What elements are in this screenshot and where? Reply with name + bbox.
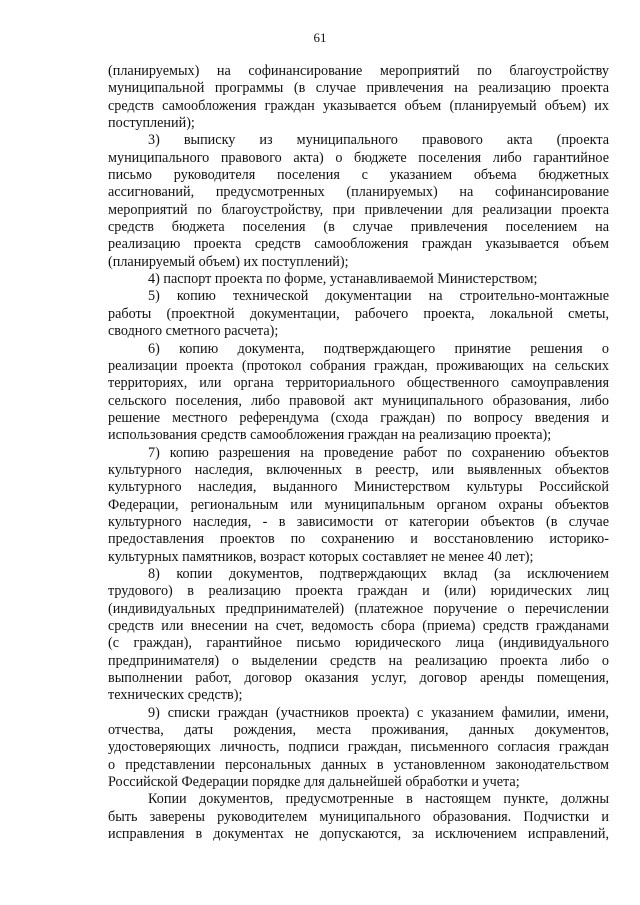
text-line: поступлений); bbox=[108, 115, 195, 132]
text-line: ассигнований, предусмотренных (планируемых) на софинансирование bbox=[108, 184, 609, 201]
text-line: культурного наследия, включенных в реестр, или выявленных объектов bbox=[108, 461, 609, 478]
paragraph bbox=[108, 791, 609, 843]
text-line: средств бюджета поселения (в случае привлечения поселением на bbox=[108, 219, 609, 236]
text-line: сельского поселения, либо правовой акт муниципального образования, либо bbox=[108, 392, 609, 409]
text-line: о представлении персональных данных в установленном законодательством bbox=[108, 756, 609, 773]
text-line: Российской Федерации порядке для дальнейшей обработки и учета; bbox=[108, 774, 520, 791]
text-line: 4) паспорт проекта по форме, устанавливаемой Министерством; bbox=[148, 271, 538, 288]
text-line: технических средств); bbox=[108, 687, 243, 704]
text-line: работы (проектной документации, рабочего проекта, локальной сметы, bbox=[108, 305, 609, 322]
text-line: отчества, даты рождения, места проживания, данных документов, bbox=[108, 722, 609, 739]
text-line: (планируемых) на софинансирование мероприятий по благоустройству bbox=[108, 63, 609, 79]
text-line: письмо руководителя поселения с указанием объема бюджетных bbox=[108, 167, 609, 184]
paragraph bbox=[108, 445, 609, 566]
text-line: мероприятий по благоустройству, при привлечении для реализации проекта bbox=[108, 201, 609, 218]
paragraph bbox=[108, 63, 609, 132]
page-number: 61 bbox=[313, 30, 327, 45]
text-line: 9) списки граждан (участников проекта) с указанием фамилии, имени, bbox=[148, 704, 609, 721]
text-line: 6) копию документа, подтверждающего принятие решения о bbox=[148, 340, 609, 357]
text-line: культурного наследия, - в зависимости от категории объектов (в случае bbox=[108, 513, 609, 530]
text-line: 5) копию технической документации на строительно-монтажные bbox=[148, 288, 609, 305]
text-line: 3) выписку из муниципального правового акта (проекта bbox=[148, 132, 609, 149]
text-line: культурного наследия, выданного Министерством культуры Российской bbox=[108, 479, 609, 496]
text-line: использования средств самообложения граждан на реализацию проекта); bbox=[108, 427, 552, 444]
text-line: исправления в документах не допускаются, за исключением исправлений, bbox=[108, 826, 609, 843]
text-line: трудового) в реализацию проекта граждан и (или) юридических лиц bbox=[108, 583, 609, 600]
paragraph bbox=[108, 566, 609, 705]
text-line: реализации проекта (протокол собрания граждан, проживающих на сельских bbox=[108, 357, 609, 374]
paragraph bbox=[108, 341, 609, 445]
paragraph bbox=[108, 132, 609, 271]
paragraph bbox=[108, 705, 609, 792]
text-line: предпринимателя) о выделении средств на реализацию проекта либо о bbox=[108, 652, 609, 669]
text-line: муниципального правового акта) о бюджете поселения либо гарантийное bbox=[108, 149, 609, 166]
text-line: решение местного референдума (схода граждан) по вопросу введения и bbox=[108, 409, 609, 426]
text-line: 7) копию разрешения на проведение работ по сохранению объектов bbox=[148, 444, 609, 461]
text-line: муниципальной программы (в случае привлечения на реализацию проекта bbox=[108, 80, 609, 97]
text-line: выполнении работ, договор оказания услуг, договор аренды помещения, bbox=[108, 670, 609, 687]
paragraph bbox=[108, 288, 609, 340]
text-line: (индивидуальных предпринимателей) (платежное поручение о перечислении bbox=[108, 600, 609, 617]
text-line: (планируемый объем) их поступлений); bbox=[108, 253, 349, 270]
text-line: предоставления проектов по сохранению и восстановлению историко- bbox=[108, 531, 609, 548]
text-line: Копии документов, предусмотренные в настоящем пункте, должны bbox=[148, 791, 609, 808]
document-body bbox=[108, 63, 609, 843]
text-line: сводного сметного расчета); bbox=[108, 323, 279, 340]
text-line: (с граждан), гарантийное письмо юридического лица (индивидуального bbox=[108, 635, 609, 652]
paragraph bbox=[108, 271, 609, 288]
text-line: территориях, или органа территориального общественного самоуправления bbox=[108, 375, 609, 392]
text-line: быть заверены руководителем муниципального образования. Подчистки и bbox=[108, 808, 609, 825]
text-line: реализацию проекта средств самообложения граждан указывается объем bbox=[108, 236, 609, 253]
text-line: 8) копии документов, подтверждающих вклад (за исключением bbox=[148, 565, 609, 582]
text-line: средств самообложения граждан указывается объем (планируемый объем) их bbox=[108, 97, 609, 114]
text-line: средств или внесении на счет, ведомость сбора (приема) средств гражданами bbox=[108, 618, 609, 634]
text-line: культурных памятников, возраст которых составляет не менее 40 лет); bbox=[108, 548, 534, 565]
text-line: удостоверяющих личность, подписи граждан, письменного согласия граждан bbox=[108, 739, 609, 756]
text-line: Федерации, региональным или муниципальным органом охраны объектов bbox=[108, 496, 609, 513]
